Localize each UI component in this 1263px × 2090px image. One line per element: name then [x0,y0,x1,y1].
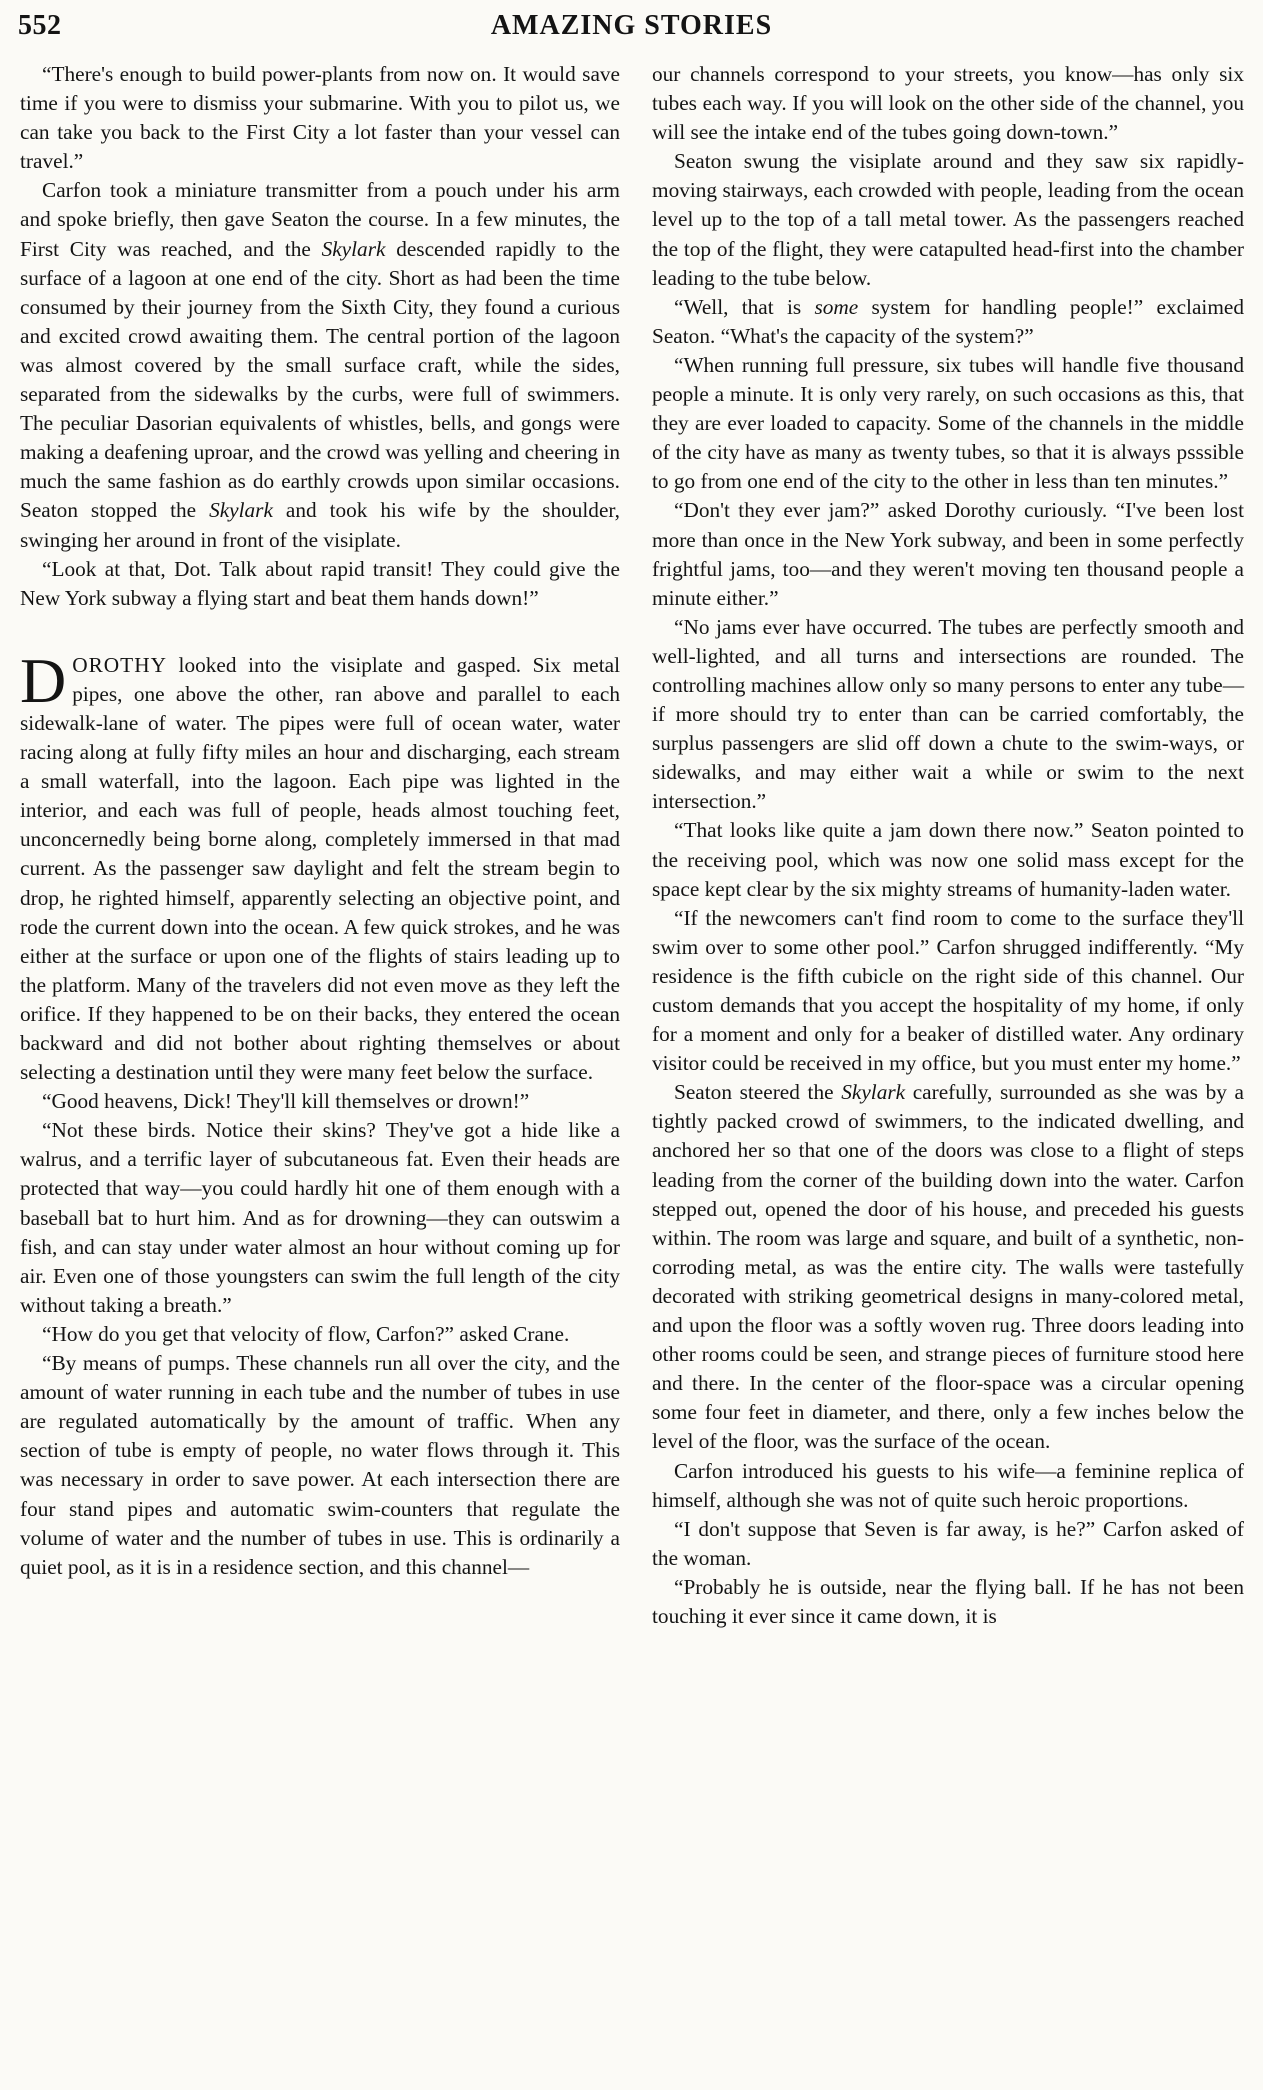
paragraph-text: and took his wife by the shoulder, swinging her around in front of the visiplate. [20,498,620,552]
right-column [652,60,1244,1631]
ship-name: Skylark [321,236,386,261]
running-title: AMAZING STORIES [490,10,773,41]
section-opening-paragraph [20,644,620,1087]
paragraph: “No jams ever have occurred. The tubes are perfectly smooth and well-lighted, and all turns and intersections are rounded. The controlling machines allow only so many persons to enter any tube—if more should try to enter than can be carried comfortably, the surplus passengers are slid off down a chute to the swim-ways, or sidewalks, and may either wait a while or swim to the next intersection.” [652,614,1244,814]
paragraph-text: Seaton steered the [674,1080,842,1105]
ship-name: Skylark [841,1080,906,1105]
paragraph: “Don't they ever jam?” asked Dorothy curiously. “I've been lost more than once in the New York subway, and been in some perfectly frightful jams, too—and they weren't moving ten thousand people a minute either.” [652,498,1244,610]
drop-cap: D [20,644,67,716]
paragraph [652,293,1244,351]
paragraph: “If the newcomers can't find room to come to the surface they'll swim over to some other pool.” Carfon shrugged indifferently. “My residence is the fifth cubicle on the right side of this channel. Our custom demands that you accept the hospitality of my home, if only for a moment and only for a beaker of distilled water. Any ordinary visitor could be received in my office, but you must enter my home.” [652,905,1244,1076]
paragraph: Carfon introduced his guests to his wife—a feminine replica of himself, although she was not of quite such heroic proportions. [652,1458,1244,1512]
page-number: 552 [18,10,62,41]
paragraph: “Good heavens, Dick! They'll kill themselves or drown!” [42,1089,530,1114]
paragraph [652,1078,1244,1456]
paragraph: “Probably he is outside, near the flying ball. If he has not been touching it ever since it came down, it is [652,1574,1244,1628]
left-column [20,60,620,1582]
paragraph-text: Carfon took a miniature transmitter from a pouch under his arm and spoke briefly, then gave Seaton the course. In a few minutes, the First City was reached, and the [20,178,620,261]
paragraph-continued: our channels correspond to your streets, you know—has only six tubes each way. If you will look on the other side of the channel, you will see the intake end of the tubes going down-town.” [652,62,1244,145]
paragraph-text: descended rapidly to the surface of a lagoon at one end of the city. Short as had been the time consumed by their journey from the Sixth City, they found a curious and excited crowd awaiting them. The central portion of the lagoon was almost covered by the small surface craft, while the sides, separated from the sidewalks by the curbs, were full of swimmers. The peculiar Dasorian equivalents of whistles, bells, and gongs were making a deafening uproar, and the crowd was yelling and cheering in much the same fashion as do earthly crowds upon similar occasions. Seaton stopped the [20,236,620,523]
paragraph: “Look at that, Dot. Talk about rapid transit! They could give the New York subway a flying start and beat them hands down!” [20,556,620,610]
paragraph: “That looks like quite a jam down there now.” Seaton pointed to the receiving pool, which was now one solid mass except for the space kept clear by the six mighty streams of humanity-laden water. [652,818,1244,901]
paragraph: “When running full pressure, six tubes will handle five thousand people a minute. It is only very rarely, on such occasions as this, that they are ever loaded to capacity. Some of the channels in the middle of the city have as many as twenty tubes, so that it is always psssible to go from one end of the city to the other in less than ten minutes.” [652,352,1244,494]
paragraph [20,176,620,554]
paragraph-text: “Well, that is [674,294,815,319]
paragraph-text: system for handling people!” exclaimed Seaton. “What's the capacity of the system?” [652,294,1244,348]
paragraph: “By means of pumps. These channels run all over the city, and the amount of water running in each tube and the number of tubes in use are regulated automatically by the amount of traffic. When any section of tube is empty of people, no water flows through it. This was necessary in order to save power. At each intersection there are four stand pipes and automatic swim-counters that regulate the volume of water and the number of tubes in use. This is ordinarily a quiet pool, as it is in a residence section, and this channel— [20,1351,620,1579]
paragraph: “Not these birds. Notice their skins? They've got a hide like a walrus, and a terrific layer of subcutaneous fat. Even their heads are protected that way—you could hardly hit one of them enough with a baseball bat to hurt him. And as for drowning—they can outswim a fish, and can stay under water almost an hour without coming up for air. Even one of those youngsters can swim the full length of the city without taking a breath.” [20,1118,620,1317]
paragraph: “There's enough to build power-plants from now on. It would save time if you were to dismiss your submarine. With you to pilot us, we can take you back to the First City a lot faster than your vessel can travel.” [20,62,620,174]
emphasis: some [814,294,859,319]
paragraph-text: carefully, surrounded as she was by a tightly packed crowd of swimmers, to the indicated dwelling, and anchored her so that one of the doors was close to a flight of steps leading from the corner of the building down into the water. Carfon stepped out, opened the door of his house, and preceded his guests within. The room was large and square, and built of a synthetic, non-corroding metal, as was the entire city. The walls were tastefully decorated with striking geometrical designs in many-colored metal, and upon the floor was a softly woven rug. Three doors leading into other rooms could be seen, and strange pieces of furniture stood here and there. In the center of the floor-space was a circular opening some four feet in diameter, and there, only a few inches below the level of the floor, was the surface of the ocean. [652,1080,1245,1454]
ship-name: Skylark [209,498,273,523]
paragraph: “I don't suppose that Seven is far away, is he?” Carfon asked of the woman. [652,1516,1244,1570]
paragraph: Seaton swung the visiplate around and they saw six rapidly-moving stairways, each crowded with people, leading from the ocean level up to the top of a tall metal tower. As the passengers reached the top of the flight, they were catapulted head-first into the chamber leading to the tube below. [652,149,1244,290]
small-caps-word: OROTHY [72,652,167,677]
paragraph: “How do you get that velocity of flow, Carfon?” asked Crane. [42,1321,570,1346]
paragraph-text: looked into the visiplate and gasped. Six metal pipes, one above the other, ran above and parallel to each sidewalk-lane of water. The pipes were full of ocean water, water racing along at fully fifty miles an hour and discharging, each stream a small waterfall, into the lagoon. Each pipe was lighted in the interior, and each was full of people, heads almost touching feet, unconcernedly being borne along, completely immersed in that mad current. As the passenger saw daylight and felt the stream begin to drop, he righted himself, apparently selecting an objective point, and rode the current down into the ocean. A few quick strokes, and he was either at the surface or upon one of the flights of stairs leading up to the platform. Many of the travelers did not even move as they left the orifice. If they happened to be on their backs, they entered the ocean backward and did not bother about righting themselves or about selecting a destination until they were many feet below the surface. [20,652,620,1085]
page-header [18,10,1245,48]
